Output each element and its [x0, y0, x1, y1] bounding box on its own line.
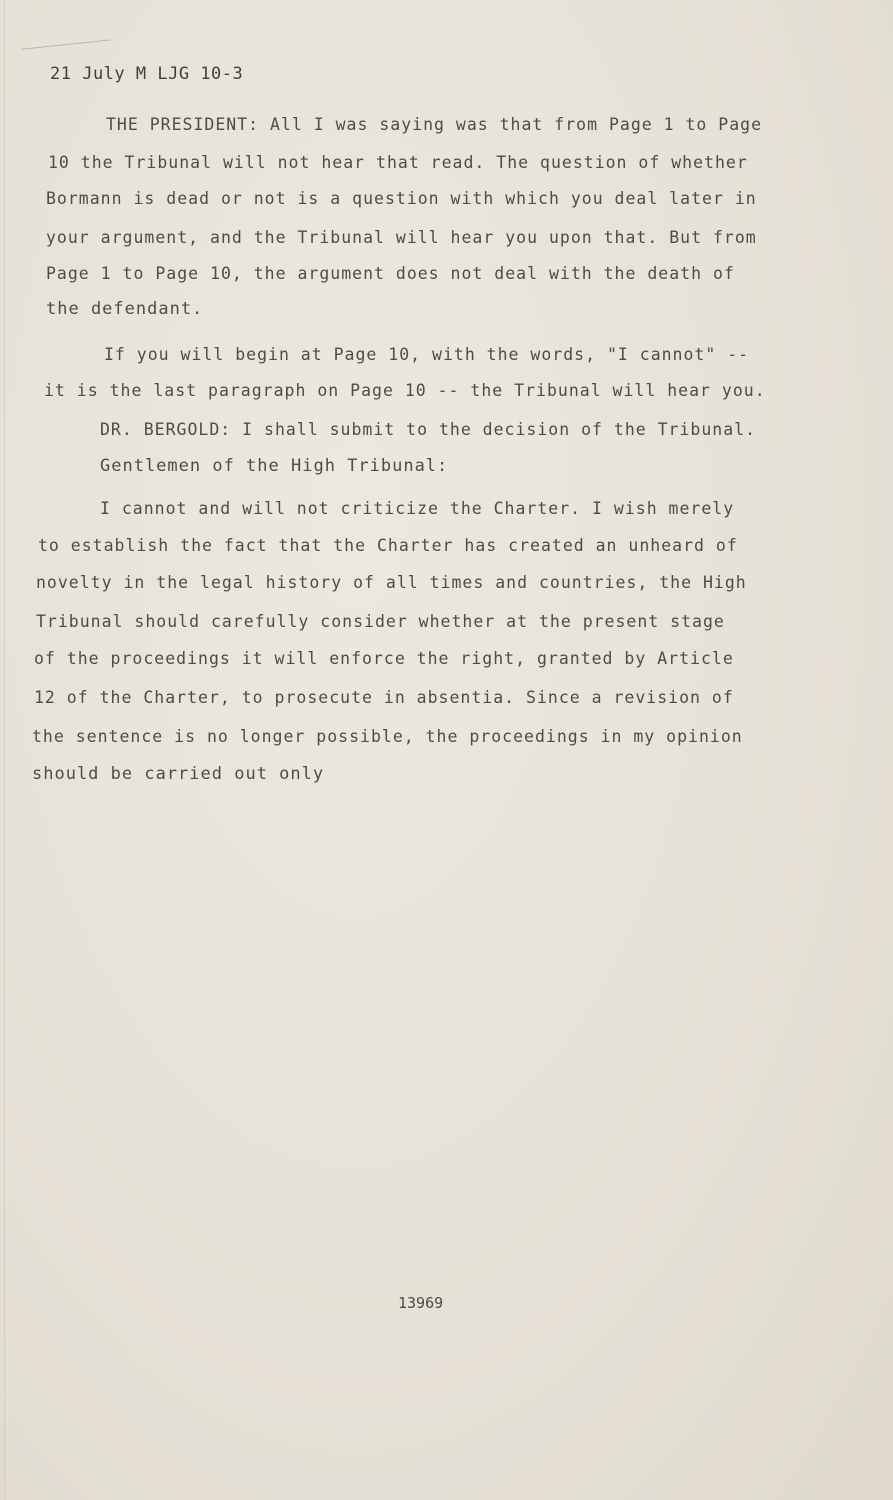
- page-edge-line: [4, 0, 5, 1500]
- text-line: the sentence is no longer possible, the proceedings in my opinion: [32, 727, 743, 746]
- text-line: your argument, and the Tribunal will hear you upon that. But from: [46, 228, 757, 247]
- text-line: novelty in the legal history of all times and countries, the High: [36, 573, 747, 592]
- text-line: the defendant.: [46, 299, 204, 319]
- text-line: If you will begin at Page 10, with the words, "I cannot" --: [104, 345, 750, 364]
- text-line: to establish the fact that the Charter has created an unheard of: [38, 536, 738, 555]
- text-line: 10 the Tribunal will not hear that read. The question of whether: [48, 153, 748, 172]
- text-line: should be carried out only: [32, 764, 325, 784]
- text-line: of the proceedings it will enforce the right, granted by Article: [34, 649, 734, 668]
- text-line: it is the last paragraph on Page 10 -- the Tribunal will hear you.: [44, 381, 766, 400]
- text-line: Gentlemen of the High Tribunal:: [100, 456, 449, 476]
- text-line: Tribunal should carefully consider whether at the present stage: [36, 612, 725, 631]
- document-header: 21 July M LJG 10-3: [50, 64, 244, 84]
- text-line: 12 of the Charter, to prosecute in absentia. Since a revision of: [34, 688, 734, 707]
- page-number: 13969: [398, 1294, 444, 1312]
- text-line: Bormann is dead or not is a question with which you deal later in: [46, 189, 757, 208]
- text-line: THE PRESIDENT: All I was saying was that from Page 1 to Page: [106, 115, 763, 134]
- text-line: I cannot and will not criticize the Charter. I wish merely: [100, 499, 735, 518]
- text-line: Page 1 to Page 10, the argument does not deal with the death of: [46, 264, 735, 283]
- text-line: DR. BERGOLD: I shall submit to the decision of the Tribunal.: [100, 420, 757, 439]
